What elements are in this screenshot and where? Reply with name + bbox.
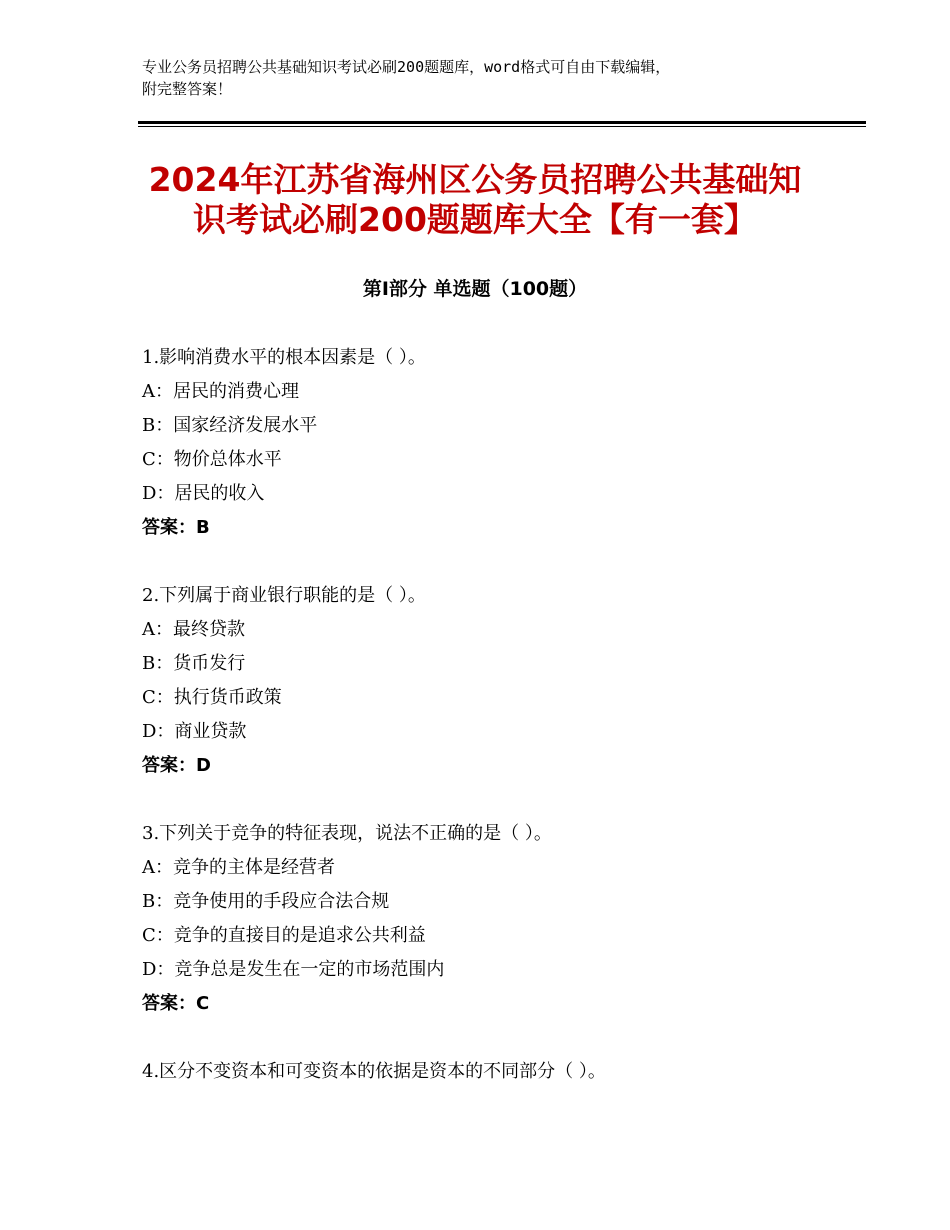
header-divider-thin (138, 126, 866, 127)
option-d: D：居民的收入 (142, 483, 265, 504)
question-list (142, 343, 842, 1125)
header-note (142, 56, 842, 100)
option-b: B：竞争使用的手段应合法合规 (142, 891, 390, 912)
document-title (100, 160, 850, 240)
section-heading: 第Ⅰ部分 单选题（100题） (362, 278, 588, 300)
answer-label: 答案：C (142, 993, 210, 1014)
header-divider-thick (138, 121, 866, 124)
question-item (142, 819, 842, 1023)
option-a: A：竞争的主体是经营者 (142, 857, 335, 878)
option-b: B：货币发行 (142, 653, 246, 674)
option-c: C：物价总体水平 (142, 449, 282, 470)
option-b: B：国家经济发展水平 (142, 415, 318, 436)
document-title-line: 2024年江苏省海州区公务员招聘公共基础知 (148, 160, 802, 199)
option-c: C：执行货币政策 (142, 687, 282, 708)
question-item (142, 581, 842, 785)
option-d: D：竞争总是发生在一定的市场范围内 (142, 959, 445, 980)
question-stem: 4.区分不变资本和可变资本的依据是资本的不同部分（ ）。 (142, 1061, 606, 1082)
option-a: A：最终贷款 (142, 619, 245, 640)
header-note-line: 附完整答案！ (142, 80, 233, 98)
option-a: A：居民的消费心理 (142, 381, 299, 402)
question-item (142, 1057, 842, 1091)
answer-label: 答案：D (142, 755, 211, 776)
document-title-line: 识考试必刷200题题库大全【有一套】 (193, 200, 757, 239)
header-note-line: 专业公务员招聘公共基础知识考试必刷200题题库，word格式可自由下载编辑， (142, 58, 671, 76)
answer-label: 答案：B (142, 517, 210, 538)
question-stem: 1.影响消费水平的根本因素是（ ）。 (142, 347, 426, 368)
question-stem: 3.下列关于竞争的特征表现，说法不正确的是（ ）。 (142, 823, 552, 844)
option-d: D：商业贷款 (142, 721, 247, 742)
option-c: C：竞争的直接目的是追求公共利益 (142, 925, 426, 946)
question-item (142, 343, 842, 547)
question-stem: 2.下列属于商业银行职能的是（ ）。 (142, 585, 426, 606)
